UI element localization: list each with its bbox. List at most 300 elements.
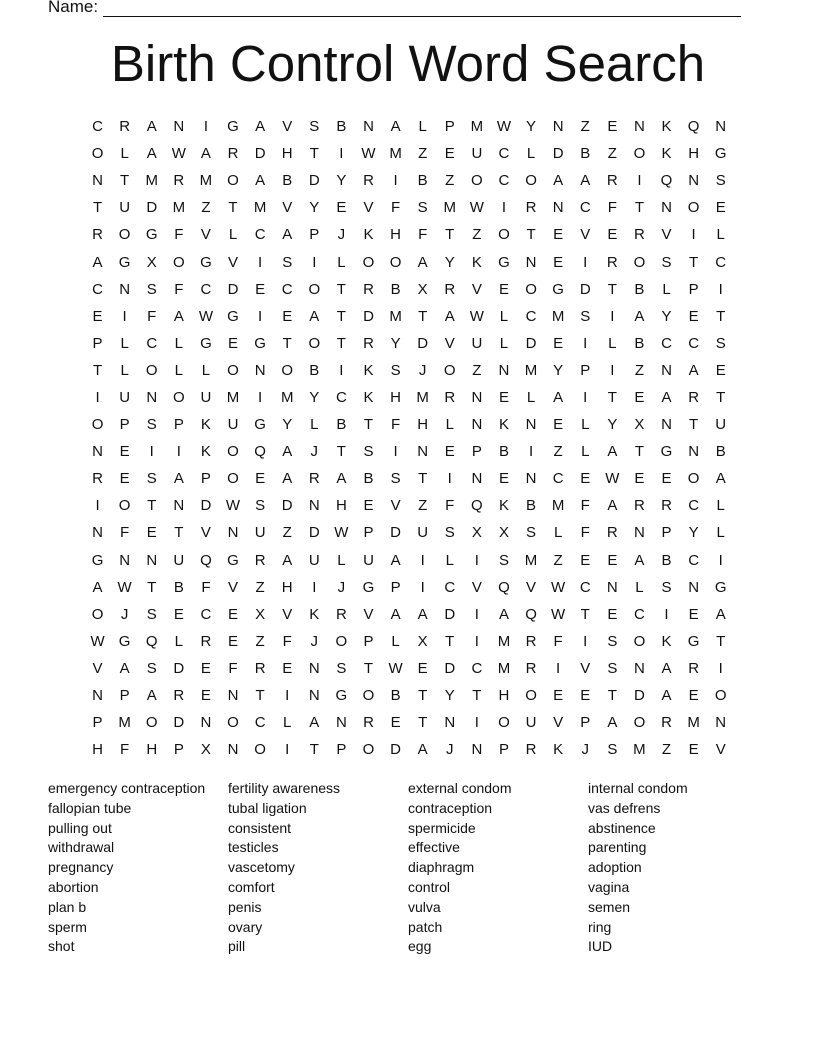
grid-letter[interactable]: Z	[445, 172, 455, 190]
grid-letter[interactable]: J	[446, 741, 454, 759]
grid-letter[interactable]: T	[418, 470, 428, 488]
grid-letter[interactable]: L	[310, 416, 319, 434]
grid-letter[interactable]: A	[417, 741, 428, 759]
grid-letter[interactable]: G	[118, 632, 131, 650]
grid-letter[interactable]: T	[418, 687, 428, 705]
grid-letter[interactable]: I	[718, 659, 723, 677]
grid-letter[interactable]: E	[390, 714, 401, 732]
grid-letter[interactable]: T	[607, 280, 617, 298]
grid-letter[interactable]: K	[498, 416, 509, 434]
grid-letter[interactable]: T	[472, 687, 482, 705]
grid-letter[interactable]: O	[227, 714, 239, 732]
grid-letter[interactable]: T	[309, 145, 319, 163]
grid-letter[interactable]: K	[471, 253, 482, 271]
grid-letter[interactable]: S	[146, 470, 157, 488]
grid-letter[interactable]: P	[200, 470, 211, 488]
grid-letter[interactable]: V	[444, 334, 455, 352]
grid-letter[interactable]: T	[634, 443, 644, 461]
grid-letter[interactable]: F	[607, 199, 617, 217]
grid-letter[interactable]: R	[254, 659, 266, 677]
grid-letter[interactable]: I	[312, 578, 317, 596]
grid-letter[interactable]: Z	[553, 551, 563, 569]
grid-letter[interactable]: U	[173, 551, 185, 569]
grid-letter[interactable]: J	[337, 578, 346, 596]
grid-letter[interactable]: N	[417, 443, 429, 461]
grid-letter[interactable]: C	[715, 253, 727, 271]
grid-letter[interactable]: C	[498, 172, 510, 190]
grid-letter[interactable]: E	[200, 687, 211, 705]
grid-letter[interactable]: Z	[418, 497, 428, 515]
grid-letter[interactable]: B	[580, 145, 591, 163]
grid-letter[interactable]: G	[714, 578, 727, 596]
grid-letter[interactable]: P	[580, 714, 591, 732]
grid-letter[interactable]: O	[227, 470, 239, 488]
grid-letter[interactable]: A	[173, 470, 184, 488]
grid-letter[interactable]: Q	[200, 551, 212, 569]
grid-letter[interactable]: R	[525, 741, 537, 759]
grid-letter[interactable]: Z	[255, 578, 265, 596]
grid-letter[interactable]: S	[607, 632, 618, 650]
grid-letter[interactable]: I	[610, 361, 615, 379]
grid-letter[interactable]: L	[526, 145, 536, 163]
grid-letter[interactable]: Y	[309, 199, 320, 217]
grid-letter[interactable]: U	[715, 416, 727, 434]
grid-letter[interactable]: L	[120, 361, 129, 379]
grid-letter[interactable]: D	[308, 524, 320, 542]
grid-letter[interactable]: G	[200, 334, 212, 352]
grid-letter[interactable]: E	[607, 226, 618, 244]
grid-letter[interactable]: V	[580, 659, 591, 677]
grid-letter[interactable]: R	[363, 280, 374, 298]
grid-letter[interactable]: L	[120, 334, 129, 352]
grid-letter[interactable]: R	[335, 605, 347, 623]
grid-letter[interactable]: A	[282, 226, 293, 244]
grid-letter[interactable]: F	[201, 578, 211, 596]
grid-letter[interactable]: N	[634, 118, 645, 136]
grid-letter[interactable]: Z	[580, 118, 590, 136]
grid-letter[interactable]: R	[525, 659, 537, 677]
grid-letter[interactable]: W	[117, 578, 132, 596]
grid-letter[interactable]: R	[119, 118, 131, 136]
grid-letter[interactable]: O	[362, 741, 375, 759]
grid-letter[interactable]: T	[309, 741, 319, 759]
grid-letter[interactable]: G	[254, 416, 266, 434]
grid-letter[interactable]: N	[146, 388, 158, 406]
grid-letter[interactable]: M	[199, 172, 213, 190]
grid-letter[interactable]: B	[336, 118, 347, 136]
grid-letter[interactable]: O	[362, 687, 375, 705]
grid-letter[interactable]: O	[281, 361, 294, 379]
grid-letter[interactable]: M	[633, 741, 646, 759]
grid-letter[interactable]: P	[119, 416, 130, 434]
grid-letter[interactable]: G	[660, 443, 673, 461]
grid-letter[interactable]: R	[227, 145, 239, 163]
grid-letter[interactable]: L	[174, 632, 183, 650]
grid-letter[interactable]: E	[255, 470, 266, 488]
grid-letter[interactable]: E	[92, 307, 103, 325]
grid-letter[interactable]: F	[553, 632, 563, 650]
grid-letter[interactable]: A	[661, 687, 672, 705]
grid-letter[interactable]: C	[634, 605, 645, 623]
grid-letter[interactable]: R	[444, 280, 456, 298]
grid-letter[interactable]: N	[363, 118, 374, 136]
grid-letter[interactable]: D	[281, 497, 293, 515]
grid-letter[interactable]: I	[122, 307, 127, 325]
grid-letter[interactable]: F	[445, 497, 455, 515]
grid-letter[interactable]: P	[92, 334, 103, 352]
grid-letter[interactable]: N	[661, 416, 672, 434]
grid-letter[interactable]: T	[282, 334, 292, 352]
grid-letter[interactable]: D	[417, 334, 429, 352]
grid-letter[interactable]: N	[92, 443, 103, 461]
grid-letter[interactable]: I	[258, 307, 263, 325]
grid-letter[interactable]: E	[580, 470, 591, 488]
grid-letter[interactable]: L	[445, 551, 454, 569]
letter-grid[interactable]	[84, 113, 734, 763]
grid-letter[interactable]: N	[471, 470, 483, 488]
grid-letter[interactable]: E	[336, 199, 347, 217]
grid-letter[interactable]: L	[716, 524, 725, 542]
grid-letter[interactable]: P	[498, 741, 509, 759]
grid-letter[interactable]: I	[718, 551, 723, 569]
grid-letter[interactable]: K	[661, 145, 672, 163]
grid-letter[interactable]: L	[174, 334, 183, 352]
grid-letter[interactable]: I	[420, 578, 425, 596]
grid-letter[interactable]: N	[661, 361, 672, 379]
grid-letter[interactable]: D	[579, 280, 591, 298]
grid-letter[interactable]: V	[363, 199, 374, 217]
grid-letter[interactable]: M	[118, 714, 131, 732]
grid-letter[interactable]: D	[173, 659, 185, 677]
grid-letter[interactable]: N	[634, 524, 645, 542]
grid-letter[interactable]: N	[92, 172, 103, 190]
grid-letter[interactable]: U	[119, 388, 131, 406]
grid-letter[interactable]: A	[661, 388, 672, 406]
grid-letter[interactable]: V	[282, 118, 293, 136]
grid-letter[interactable]: M	[470, 118, 484, 136]
grid-letter[interactable]: Z	[553, 443, 563, 461]
grid-letter[interactable]: C	[146, 334, 158, 352]
grid-letter[interactable]: T	[716, 388, 726, 406]
grid-letter[interactable]: E	[417, 659, 428, 677]
grid-letter[interactable]: I	[691, 226, 696, 244]
grid-letter[interactable]: N	[200, 714, 212, 732]
grid-letter[interactable]: O	[145, 361, 158, 379]
grid-letter[interactable]: X	[417, 632, 428, 650]
grid-letter[interactable]: D	[200, 497, 212, 515]
grid-letter[interactable]: E	[173, 605, 184, 623]
grid-letter[interactable]: A	[119, 659, 130, 677]
grid-letter[interactable]: I	[637, 172, 642, 190]
grid-letter[interactable]: A	[282, 470, 293, 488]
grid-letter[interactable]: B	[715, 443, 726, 461]
grid-letter[interactable]: R	[606, 253, 618, 271]
grid-letter[interactable]: N	[661, 199, 672, 217]
grid-letter[interactable]: A	[715, 605, 726, 623]
grid-letter[interactable]: S	[607, 659, 618, 677]
grid-letter[interactable]: E	[228, 632, 239, 650]
grid-letter[interactable]: E	[553, 253, 564, 271]
grid-letter[interactable]: A	[255, 172, 266, 190]
grid-letter[interactable]: W	[469, 307, 484, 325]
grid-letter[interactable]: I	[285, 687, 290, 705]
grid-letter[interactable]: P	[309, 226, 320, 244]
grid-letter[interactable]: I	[583, 632, 588, 650]
grid-letter[interactable]: H	[335, 497, 347, 515]
grid-letter[interactable]: N	[688, 172, 700, 190]
grid-letter[interactable]: L	[553, 524, 563, 542]
grid-letter[interactable]: T	[174, 524, 184, 542]
grid-letter[interactable]: W	[198, 307, 213, 325]
grid-letter[interactable]: N	[552, 199, 564, 217]
grid-letter[interactable]: E	[119, 470, 130, 488]
grid-letter[interactable]: T	[418, 307, 428, 325]
grid-letter[interactable]: A	[417, 253, 428, 271]
grid-letter[interactable]: N	[498, 361, 510, 379]
grid-letter[interactable]: A	[580, 172, 591, 190]
grid-letter[interactable]: B	[634, 334, 645, 352]
grid-letter[interactable]: O	[633, 253, 646, 271]
grid-letter[interactable]: A	[444, 307, 455, 325]
grid-letter[interactable]: I	[474, 632, 479, 650]
grid-letter[interactable]: N	[471, 741, 483, 759]
grid-letter[interactable]: M	[389, 145, 402, 163]
grid-letter[interactable]: N	[92, 524, 103, 542]
grid-letter[interactable]: Y	[336, 172, 347, 190]
grid-letter[interactable]: C	[579, 578, 591, 596]
grid-letter[interactable]: H	[417, 416, 429, 434]
grid-letter[interactable]: Q	[525, 605, 537, 623]
grid-letter[interactable]: T	[336, 443, 346, 461]
grid-letter[interactable]: L	[228, 226, 238, 244]
grid-letter[interactable]: A	[200, 145, 211, 163]
grid-letter[interactable]: R	[606, 524, 618, 542]
grid-letter[interactable]: K	[200, 443, 211, 461]
grid-letter[interactable]: O	[687, 199, 700, 217]
grid-letter[interactable]: V	[363, 605, 374, 623]
grid-letter[interactable]: O	[227, 443, 239, 461]
grid-letter[interactable]: F	[228, 659, 238, 677]
grid-letter[interactable]: D	[525, 334, 537, 352]
grid-letter[interactable]: Y	[526, 118, 537, 136]
grid-letter[interactable]: W	[90, 632, 105, 650]
grid-letter[interactable]: O	[714, 687, 727, 705]
grid-letter[interactable]: L	[526, 388, 536, 406]
grid-letter[interactable]: P	[471, 443, 482, 461]
grid-letter[interactable]: I	[203, 118, 208, 136]
grid-letter[interactable]: T	[363, 659, 374, 677]
grid-letter[interactable]: P	[363, 632, 374, 650]
grid-letter[interactable]: O	[633, 632, 646, 650]
grid-letter[interactable]: F	[120, 741, 130, 759]
grid-letter[interactable]: S	[580, 307, 591, 325]
grid-letter[interactable]: R	[363, 334, 374, 352]
grid-letter[interactable]: A	[282, 443, 293, 461]
grid-letter[interactable]: C	[444, 578, 456, 596]
grid-letter[interactable]: A	[92, 253, 103, 271]
grid-letter[interactable]: B	[282, 172, 293, 190]
grid-letter[interactable]: A	[255, 118, 266, 136]
grid-letter[interactable]: P	[661, 524, 672, 542]
grid-letter[interactable]: I	[285, 741, 290, 759]
grid-letter[interactable]: S	[390, 361, 401, 379]
grid-letter[interactable]: A	[309, 307, 320, 325]
grid-letter[interactable]: S	[146, 605, 157, 623]
grid-letter[interactable]: M	[145, 172, 158, 190]
grid-letter[interactable]: H	[688, 145, 700, 163]
grid-letter[interactable]: U	[200, 388, 212, 406]
grid-letter[interactable]: M	[172, 199, 186, 217]
grid-letter[interactable]: K	[661, 118, 672, 136]
grid-letter[interactable]: Q	[254, 443, 266, 461]
grid-letter[interactable]: V	[580, 226, 591, 244]
grid-letter[interactable]: A	[553, 172, 564, 190]
grid-letter[interactable]: V	[471, 578, 482, 596]
grid-letter[interactable]: P	[444, 118, 455, 136]
grid-letter[interactable]: E	[688, 605, 699, 623]
grid-letter[interactable]: C	[281, 280, 293, 298]
grid-letter[interactable]: O	[362, 253, 375, 271]
grid-letter[interactable]: P	[336, 741, 347, 759]
grid-letter[interactable]: V	[715, 741, 726, 759]
grid-letter[interactable]: N	[525, 253, 537, 271]
grid-letter[interactable]: B	[526, 497, 537, 515]
grid-letter[interactable]: I	[447, 470, 452, 488]
grid-letter[interactable]: S	[363, 443, 374, 461]
grid-letter[interactable]: O	[118, 497, 131, 515]
grid-letter[interactable]: T	[607, 687, 617, 705]
grid-letter[interactable]: S	[715, 172, 726, 190]
grid-letter[interactable]: R	[92, 226, 103, 244]
grid-letter[interactable]: A	[390, 118, 401, 136]
grid-letter[interactable]: N	[227, 741, 239, 759]
grid-letter[interactable]: S	[146, 659, 157, 677]
grid-letter[interactable]: E	[498, 388, 509, 406]
grid-letter[interactable]: A	[715, 470, 726, 488]
grid-letter[interactable]: G	[335, 687, 348, 705]
grid-letter[interactable]: L	[716, 226, 725, 244]
grid-letter[interactable]: Z	[201, 199, 211, 217]
grid-letter[interactable]: O	[227, 172, 239, 190]
grid-letter[interactable]: N	[552, 118, 564, 136]
grid-letter[interactable]: O	[525, 280, 537, 298]
grid-letter[interactable]: I	[718, 280, 723, 298]
grid-letter[interactable]: F	[390, 416, 401, 434]
grid-letter[interactable]: L	[201, 361, 211, 379]
grid-letter[interactable]: G	[118, 253, 131, 271]
grid-letter[interactable]: N	[444, 714, 456, 732]
grid-letter[interactable]: D	[444, 605, 456, 623]
grid-letter[interactable]: N	[308, 687, 320, 705]
grid-letter[interactable]: O	[389, 253, 402, 271]
grid-letter[interactable]: L	[445, 416, 454, 434]
grid-letter[interactable]: T	[689, 416, 699, 434]
grid-letter[interactable]: A	[336, 470, 347, 488]
grid-letter[interactable]: N	[119, 551, 131, 569]
grid-letter[interactable]: I	[149, 443, 154, 461]
grid-letter[interactable]: T	[445, 226, 455, 244]
grid-letter[interactable]: E	[146, 524, 157, 542]
grid-letter[interactable]: A	[607, 714, 618, 732]
grid-letter[interactable]: L	[581, 443, 590, 461]
grid-letter[interactable]: S	[498, 551, 509, 569]
grid-letter[interactable]: G	[362, 578, 375, 596]
grid-letter[interactable]: W	[496, 118, 512, 136]
grid-letter[interactable]: B	[498, 443, 509, 461]
grid-letter[interactable]: E	[688, 687, 699, 705]
grid-letter[interactable]: S	[715, 334, 726, 352]
grid-letter[interactable]: E	[498, 280, 509, 298]
grid-letter[interactable]: S	[309, 118, 320, 136]
grid-letter[interactable]: I	[176, 443, 181, 461]
grid-letter[interactable]: C	[525, 307, 537, 325]
grid-letter[interactable]: N	[92, 687, 103, 705]
grid-letter[interactable]: J	[581, 741, 589, 759]
grid-letter[interactable]: R	[688, 388, 700, 406]
grid-letter[interactable]: I	[95, 497, 100, 515]
grid-letter[interactable]: U	[471, 334, 483, 352]
grid-letter[interactable]: R	[363, 172, 374, 190]
grid-letter[interactable]: N	[227, 687, 239, 705]
grid-letter[interactable]: Z	[472, 226, 482, 244]
grid-letter[interactable]: B	[390, 687, 401, 705]
grid-letter[interactable]: C	[335, 388, 347, 406]
grid-letter[interactable]: Z	[418, 145, 428, 163]
grid-letter[interactable]: M	[443, 199, 457, 217]
grid-letter[interactable]: D	[146, 199, 158, 217]
grid-letter[interactable]: C	[688, 334, 700, 352]
grid-letter[interactable]: E	[580, 687, 591, 705]
grid-letter[interactable]: A	[282, 551, 293, 569]
grid-letter[interactable]: O	[308, 280, 321, 298]
grid-letter[interactable]: Q	[660, 172, 673, 190]
grid-letter[interactable]: V	[228, 578, 239, 596]
grid-letter[interactable]: H	[281, 145, 293, 163]
grid-letter[interactable]: E	[444, 443, 455, 461]
grid-letter[interactable]: R	[525, 632, 537, 650]
grid-letter[interactable]: O	[254, 741, 266, 759]
grid-letter[interactable]: A	[309, 714, 320, 732]
grid-letter[interactable]: I	[583, 388, 588, 406]
grid-letter[interactable]: X	[200, 741, 211, 759]
grid-letter[interactable]: E	[715, 199, 726, 217]
grid-letter[interactable]: B	[634, 280, 645, 298]
grid-letter[interactable]: S	[255, 497, 266, 515]
grid-letter[interactable]: Y	[661, 307, 672, 325]
grid-letter[interactable]: V	[228, 253, 239, 271]
grid-letter[interactable]: Q	[687, 118, 700, 136]
grid-letter[interactable]: E	[444, 145, 455, 163]
grid-letter[interactable]: L	[283, 714, 292, 732]
grid-letter[interactable]: Y	[444, 253, 455, 271]
grid-letter[interactable]: E	[607, 551, 618, 569]
grid-letter[interactable]: W	[171, 145, 186, 163]
grid-letter[interactable]: W	[551, 605, 566, 623]
grid-letter[interactable]: V	[661, 226, 672, 244]
grid-letter[interactable]: D	[444, 659, 456, 677]
grid-letter[interactable]: E	[119, 443, 130, 461]
grid-letter[interactable]: H	[92, 741, 103, 759]
grid-letter[interactable]: F	[174, 280, 184, 298]
grid-letter[interactable]: C	[688, 497, 700, 515]
grid-letter[interactable]: A	[146, 687, 157, 705]
grid-letter[interactable]: B	[363, 470, 374, 488]
grid-letter[interactable]: R	[525, 199, 537, 217]
grid-letter[interactable]: M	[416, 388, 429, 406]
grid-letter[interactable]: B	[661, 551, 672, 569]
grid-letter[interactable]: O	[633, 714, 646, 732]
grid-letter[interactable]: N	[119, 280, 131, 298]
